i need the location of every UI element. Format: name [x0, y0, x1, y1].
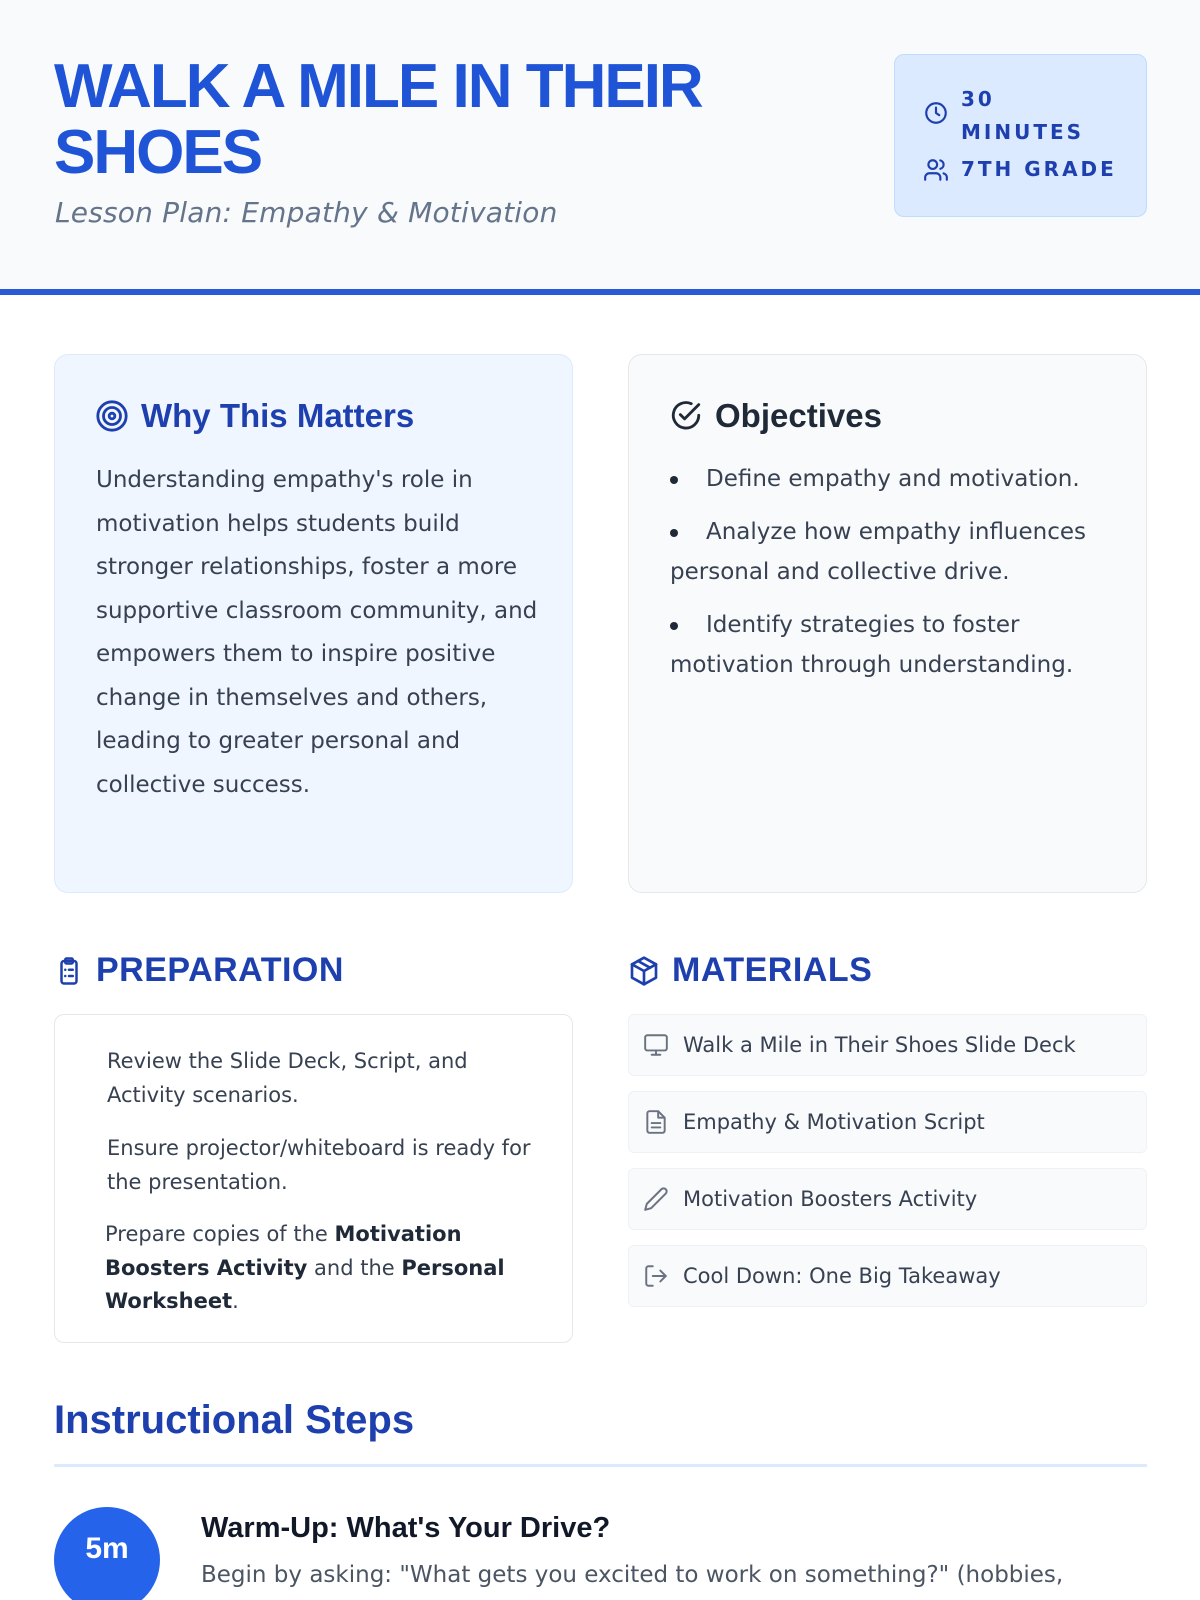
materials-header	[628, 951, 872, 990]
objectives-card	[628, 354, 1147, 893]
monitor-icon	[643, 1032, 669, 1058]
lesson-title: WALK A MILE IN THEIR SHOES	[54, 52, 702, 187]
material-item-slide-deck[interactable]	[628, 1014, 1147, 1076]
objective-item: Analyze how empathy influences personal and collective drive.	[670, 512, 1120, 592]
target-icon	[95, 399, 129, 433]
prep-bold-activity: Motivation Boosters Activity	[105, 1222, 462, 1280]
file-text-icon	[643, 1109, 669, 1135]
objectives-list	[670, 459, 1120, 698]
why-header	[95, 397, 414, 435]
objective-item: Define empathy and motivation.	[670, 459, 1120, 499]
clipboard-icon	[54, 956, 84, 986]
objective-item: Identify strategies to foster motivation through understanding.	[670, 605, 1120, 685]
prep-bold-worksheet: Personal Worksheet	[105, 1255, 505, 1313]
materials-title: MATERIALS	[672, 951, 873, 989]
prep-text: and the	[307, 1255, 402, 1280]
preparation-item	[105, 1218, 545, 1319]
material-label: Motivation Boosters Activity	[683, 1187, 978, 1211]
preparation-title: PREPARATION	[96, 951, 344, 989]
objectives-header	[669, 397, 882, 435]
material-item-cool-down[interactable]	[628, 1245, 1147, 1307]
preparation-box	[54, 1014, 573, 1343]
lesson-header	[0, 0, 1200, 295]
why-this-matters-card	[54, 354, 573, 893]
lesson-subtitle: Lesson Plan: Empathy & Motivation	[55, 196, 558, 229]
preparation-item: Review the Slide Deck, Script, and Activity scenarios.	[107, 1049, 468, 1107]
material-label: Walk a Mile in Their Shoes Slide Deck	[683, 1033, 1076, 1057]
step-title: Warm-Up: What's Your Drive?	[201, 1512, 611, 1544]
pen-icon	[643, 1186, 669, 1212]
preparation-item: Ensure projector/whiteboard is ready for the presentation.	[107, 1136, 531, 1194]
material-label: Cool Down: One Big Takeaway	[683, 1264, 1001, 1288]
preparation-header	[54, 951, 344, 990]
grade-text: 7TH GRADE	[961, 157, 1117, 181]
steps-divider	[54, 1464, 1147, 1467]
material-item-script[interactable]	[628, 1091, 1147, 1153]
package-icon	[628, 955, 660, 987]
instructional-steps-title: Instructional Steps	[54, 1398, 415, 1442]
grade-row	[923, 153, 1121, 186]
objectives-title: Objectives	[715, 397, 882, 434]
lesson-info-badge	[894, 54, 1147, 217]
log-out-icon	[643, 1263, 669, 1289]
users-icon	[923, 157, 949, 183]
duration-text: 30 MINUTES	[961, 87, 1085, 144]
why-body: Understanding empathy's role in motivation helps students build stronger relationships, foster a more supportive classroom community, and empowers them to inspire positive change in themselves and others, leading to greater personal and collective success.	[96, 467, 538, 798]
why-title: Why This Matters	[141, 397, 415, 434]
prep-text: .	[232, 1289, 239, 1313]
clock-icon	[923, 100, 949, 126]
duration-row	[923, 83, 1121, 149]
material-item-activity[interactable]	[628, 1168, 1147, 1230]
step-description: Begin by asking: "What gets you excited to work on something?" (hobbies,	[201, 1562, 1064, 1588]
material-label: Empathy & Motivation Script	[683, 1110, 985, 1134]
step-duration-badge: 5m	[54, 1507, 160, 1600]
check-circle-icon	[669, 399, 703, 433]
prep-text: Prepare copies of the	[105, 1222, 335, 1246]
